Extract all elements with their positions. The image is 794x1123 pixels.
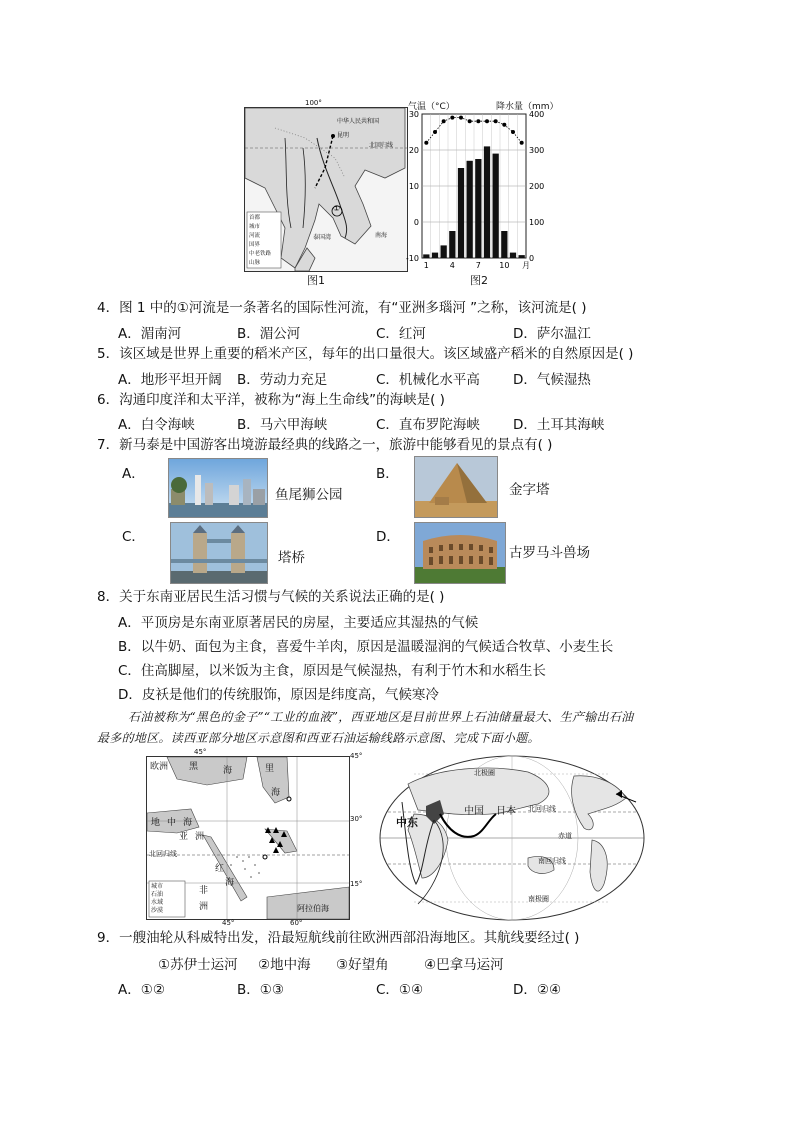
figure4-world-route-map: [378, 754, 646, 922]
left-tick-label: 10: [408, 182, 419, 191]
temperature-point: [494, 119, 498, 123]
fig1-legend-item: 山脉: [249, 260, 261, 266]
fig1-city-label: 昆明: [337, 132, 350, 139]
figure1-caption: 图1: [307, 274, 325, 287]
q8-stem: 8．关于东南亚居民生活习惯与气候的关系说法正确的是( ): [97, 589, 445, 605]
q7-option-b-letter[interactable]: B．: [376, 466, 399, 482]
q7-option-c-label: 塔桥: [278, 550, 305, 566]
right-tick-label: 0: [529, 254, 535, 263]
x-unit-label: 月: [522, 261, 530, 270]
tower-bridge-photo: [170, 522, 268, 584]
fig2-right-axis-title: 降水量（mm）: [496, 102, 559, 112]
right-tick-label: 200: [529, 182, 545, 191]
fig1-legend-item: 首都: [249, 215, 261, 221]
fig3-label: 红: [215, 864, 225, 874]
fig4-label-tropic-s: 南回归线: [538, 857, 566, 865]
precip-bar: [432, 253, 438, 258]
q7-stem: 7．新马泰是中国游客出境游最经典的线路之一，旅游中能够看见的景点有( ): [97, 437, 553, 453]
left-tick-label: -10: [405, 254, 419, 263]
fig1-legend-item: 国界: [249, 242, 261, 248]
x-tick-label: 1: [423, 261, 429, 270]
fig1-tropic-label: 北回归线: [369, 142, 394, 149]
temperature-point: [468, 119, 472, 123]
fig3-label: 海: [223, 766, 233, 776]
precip-bar: [510, 253, 516, 258]
left-tick-label: 0: [413, 218, 419, 227]
left-tick-label: 20: [408, 146, 419, 155]
fig3-label: 地: [151, 818, 161, 828]
merlion-park-photo: [168, 458, 268, 518]
fig1-legend: [249, 214, 271, 268]
fig3-label: 欧洲: [150, 762, 169, 772]
passage-line-2: 最多的地区。读西亚部分地区示意图和西亚石油运输线路示意图、完成下面小题。: [97, 731, 540, 745]
fig3-label: 黑: [189, 762, 199, 772]
q9-choice-4: ④巴拿马运河: [424, 957, 504, 973]
q9-choice-3: ③好望角: [336, 957, 389, 973]
fig3-bottom-lon: 45°: [222, 919, 235, 927]
fig4-label-arctic: 北极圈: [474, 769, 495, 777]
fig4-label-equator: 赤道: [558, 832, 572, 840]
fig4-label-japan: 日本: [496, 806, 516, 817]
temperature-point: [433, 130, 437, 134]
q7-option-a-letter[interactable]: A．: [122, 466, 145, 482]
temperature-point: [459, 116, 463, 120]
fig3-label: 洲: [195, 832, 205, 842]
q4-option-c[interactable]: C．红河: [376, 326, 426, 342]
fig1-river-marker: ①: [333, 204, 341, 213]
precip-bar: [519, 255, 525, 258]
left-tick-label: 30: [408, 110, 419, 119]
fig3-label: 阿拉伯海: [297, 904, 329, 913]
fig3-legend-item: 石油: [151, 891, 164, 898]
fig1-legend-item: 城市: [249, 224, 261, 230]
q6-option-b[interactable]: B．马六甲海峡: [237, 417, 328, 433]
q9-option-b[interactable]: B．①③: [237, 982, 284, 998]
x-tick-label: 7: [475, 261, 481, 270]
q7-option-d-letter[interactable]: D．: [376, 529, 400, 545]
q6-option-d[interactable]: D．土耳其海峡: [513, 417, 605, 433]
fig1-legend-item: 河流: [249, 233, 261, 239]
q9-option-a[interactable]: A．①②: [118, 982, 165, 998]
q9-choice-1: ①苏伊士运河: [158, 957, 238, 973]
fig3-lat-label: 30°: [350, 815, 363, 823]
temperature-point: [520, 141, 524, 145]
fig4-label-china: 中国: [464, 806, 484, 817]
q6-stem: 6．沟通印度洋和太平洋，被称为“海上生命线”的海峡是( ): [97, 392, 445, 408]
pyramid-photo: [414, 456, 498, 518]
q5-option-a[interactable]: A．地形平坦开阔: [118, 372, 222, 388]
fig2-left-axis-title: 气温（°C）: [408, 102, 455, 112]
temperature-point: [450, 116, 454, 120]
q6-option-a[interactable]: A．白令海峡: [118, 417, 195, 433]
temperature-point: [502, 123, 506, 127]
precip-bar: [484, 146, 490, 258]
q8-option-d[interactable]: D．皮袄是他们的传统服饰，原因是纬度高，气候寒冷: [118, 687, 439, 703]
fig1-lon-label: 100°: [305, 99, 322, 107]
q4-option-b[interactable]: B．湄公河: [237, 326, 301, 342]
climate-chart: [402, 108, 554, 276]
fig3-legend-item: 水域: [151, 899, 164, 906]
precip-bar: [423, 254, 429, 258]
x-tick-label: 10: [499, 261, 510, 270]
fig1-country-label: 中华人民共和国: [337, 118, 380, 125]
q4-option-a[interactable]: A．湄南河: [118, 326, 182, 342]
temperature-point: [424, 141, 428, 145]
figure1-map: [244, 99, 408, 272]
figure3-west-asia-map: [146, 756, 350, 920]
fig3-label: 非: [199, 886, 209, 896]
q7-option-d-label: 古罗马斗兽场: [509, 545, 590, 561]
q8-option-c[interactable]: C．住高脚屋，以米饭为主食，原因是气候湿热，有利于竹木和水稻生长: [118, 663, 546, 679]
x-tick-label: 4: [449, 261, 455, 270]
q9-option-c[interactable]: C．①④: [376, 982, 424, 998]
q5-option-b[interactable]: B．劳动力充足: [237, 372, 328, 388]
temperature-point: [485, 119, 489, 123]
q5-stem: 5．该区域是世界上重要的稻米产区，每年的出口量很大。该区域盛产稻米的自然原因是( ): [97, 346, 634, 362]
passage-line-1: 石油被称为“黑色的金子”“工业的血液”，西亚地区是目前世界上石油储量最大、生产输出石油: [128, 710, 634, 724]
fig3-legend-item: 城市: [151, 883, 164, 890]
q8-option-b[interactable]: B．以牛奶、面包为主食，喜爱牛羊肉，原因是温暖湿润的气候适合牧草、小麦生长: [118, 639, 614, 655]
q6-option-c[interactable]: C．直布罗陀海峡: [376, 417, 480, 433]
q9-choice-2: ②地中海: [258, 957, 311, 973]
fig4-label-tropic-n: 北回归线: [528, 805, 556, 813]
fig3-lat-label: 45°: [350, 752, 363, 760]
precip-bar: [501, 231, 507, 258]
figure2-caption: 图2: [470, 274, 488, 287]
fig3-label: 亚: [179, 832, 189, 842]
q7-option-c-letter[interactable]: C．: [122, 529, 145, 545]
fig3-lat-label: 15°: [350, 880, 363, 888]
fig3-bottom-lon: 60°: [290, 919, 303, 927]
fig4-label-antarctic: 南极圈: [528, 895, 549, 903]
q4-stem: 4．图 1 中的①河流是一条著名的国际性河流，有“亚洲多瑙河 ”之称，该河流是( ): [97, 300, 587, 316]
q8-option-a[interactable]: A．平顶房是东南亚原著居民的房屋，主要适应其湿热的气候: [118, 615, 479, 631]
q9-stem: 9．一艘油轮从科威特出发，沿最短航线前往欧洲西部沿海地区。其航线要经过( ): [97, 930, 580, 946]
fig3-top-lon: 45°: [194, 748, 207, 756]
temperature-point: [476, 119, 480, 123]
fig1-gulf-label: 泰国湾: [313, 234, 332, 241]
temperature-point: [442, 119, 446, 123]
fig3-label: 中: [167, 818, 177, 828]
fig3-label: 北回归线: [149, 850, 177, 858]
q9-option-d[interactable]: D．②④: [513, 982, 562, 998]
right-tick-label: 300: [529, 146, 545, 155]
fig3-label: 里: [265, 764, 275, 774]
precip-bar: [458, 168, 464, 258]
colosseum-photo: [414, 522, 506, 584]
fig3-label: 海: [225, 878, 235, 888]
q5-option-c[interactable]: C．机械化水平高: [376, 372, 480, 388]
precip-bar: [441, 245, 447, 258]
fig4-label-middle-east: 中东: [396, 816, 418, 829]
q7-option-b-label: 金字塔: [509, 482, 550, 498]
precip-bar: [493, 154, 499, 258]
fig3-legend-item: 沙漠: [151, 907, 164, 914]
fig1-sea-label: 南海: [375, 232, 388, 239]
precip-bar: [475, 159, 481, 258]
precip-bar: [449, 231, 455, 258]
q7-option-a-label: 鱼尾狮公园: [275, 487, 343, 503]
q5-option-d[interactable]: D．气候湿热: [513, 372, 591, 388]
fig3-legend: [151, 883, 163, 915]
right-tick-label: 100: [529, 218, 545, 227]
fig3-label: 海: [183, 818, 193, 828]
temperature-point: [511, 130, 515, 134]
fig1-legend-item: 中老铁路: [249, 251, 272, 257]
right-tick-label: 400: [529, 110, 545, 119]
fig3-label: 洲: [199, 902, 209, 912]
precip-bar: [467, 161, 473, 258]
q4-option-d[interactable]: D．萨尔温江: [513, 326, 591, 342]
fig3-label: 海: [271, 788, 281, 798]
